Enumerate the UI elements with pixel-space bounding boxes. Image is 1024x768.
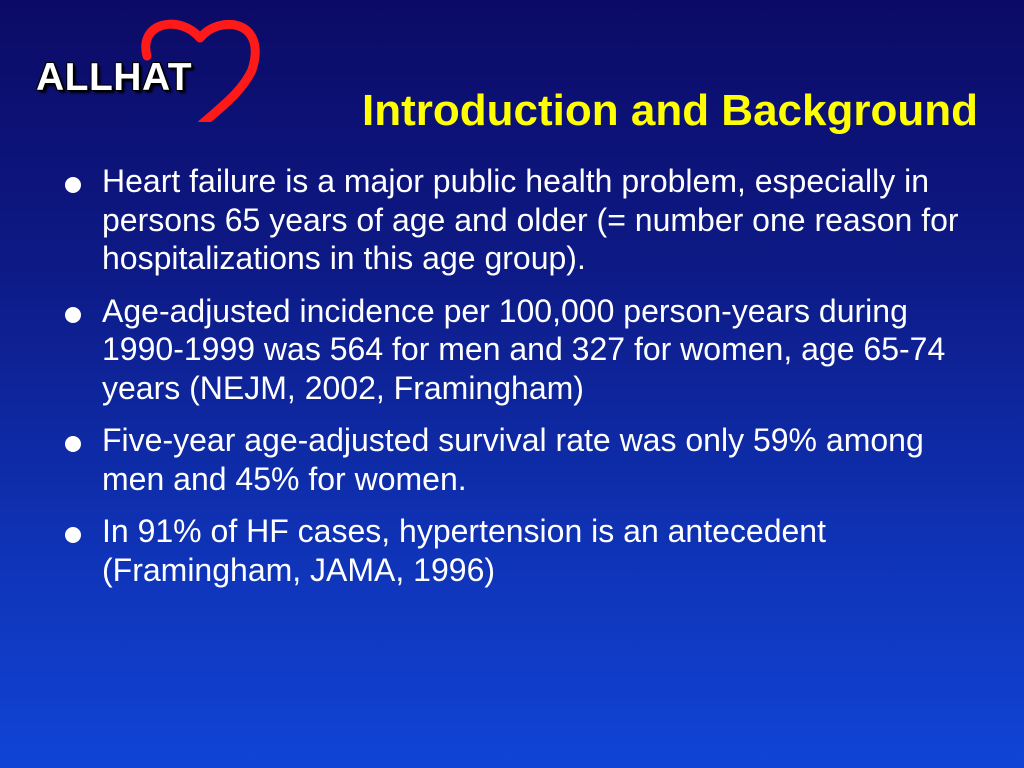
bullet-dot-icon [65, 527, 81, 543]
bullet-text: Heart failure is a major public health problem, especially in persons 65 years of age and older (= number one reason for hospitalizations in this age group). [102, 163, 959, 276]
slide-title: Introduction and Background [362, 86, 978, 135]
bullet-dot-icon [65, 307, 81, 323]
bullet-item [62, 292, 972, 408]
bullet-text: Age-adjusted incidence per 100,000 person-years during 1990-1999 was 564 for men and 327 for women, age 65-74 years (NEJM, 2002, Framingham) [102, 292, 946, 406]
bullet-list [62, 162, 972, 603]
bullet-dot-icon [65, 436, 81, 452]
allhat-logo [30, 12, 270, 122]
bullet-item [62, 421, 972, 498]
bullet-item [62, 512, 972, 589]
bullet-dot-icon [65, 177, 81, 193]
bullet-item [62, 162, 972, 278]
bullet-text: Five-year age-adjusted survival rate was only 59% among men and 45% for women. [102, 422, 924, 497]
bullet-text: In 91% of HF cases, hypertension is an antecedent (Framingham, JAMA, 1996) [102, 513, 826, 588]
logo-text: ALLHAT [36, 56, 193, 99]
